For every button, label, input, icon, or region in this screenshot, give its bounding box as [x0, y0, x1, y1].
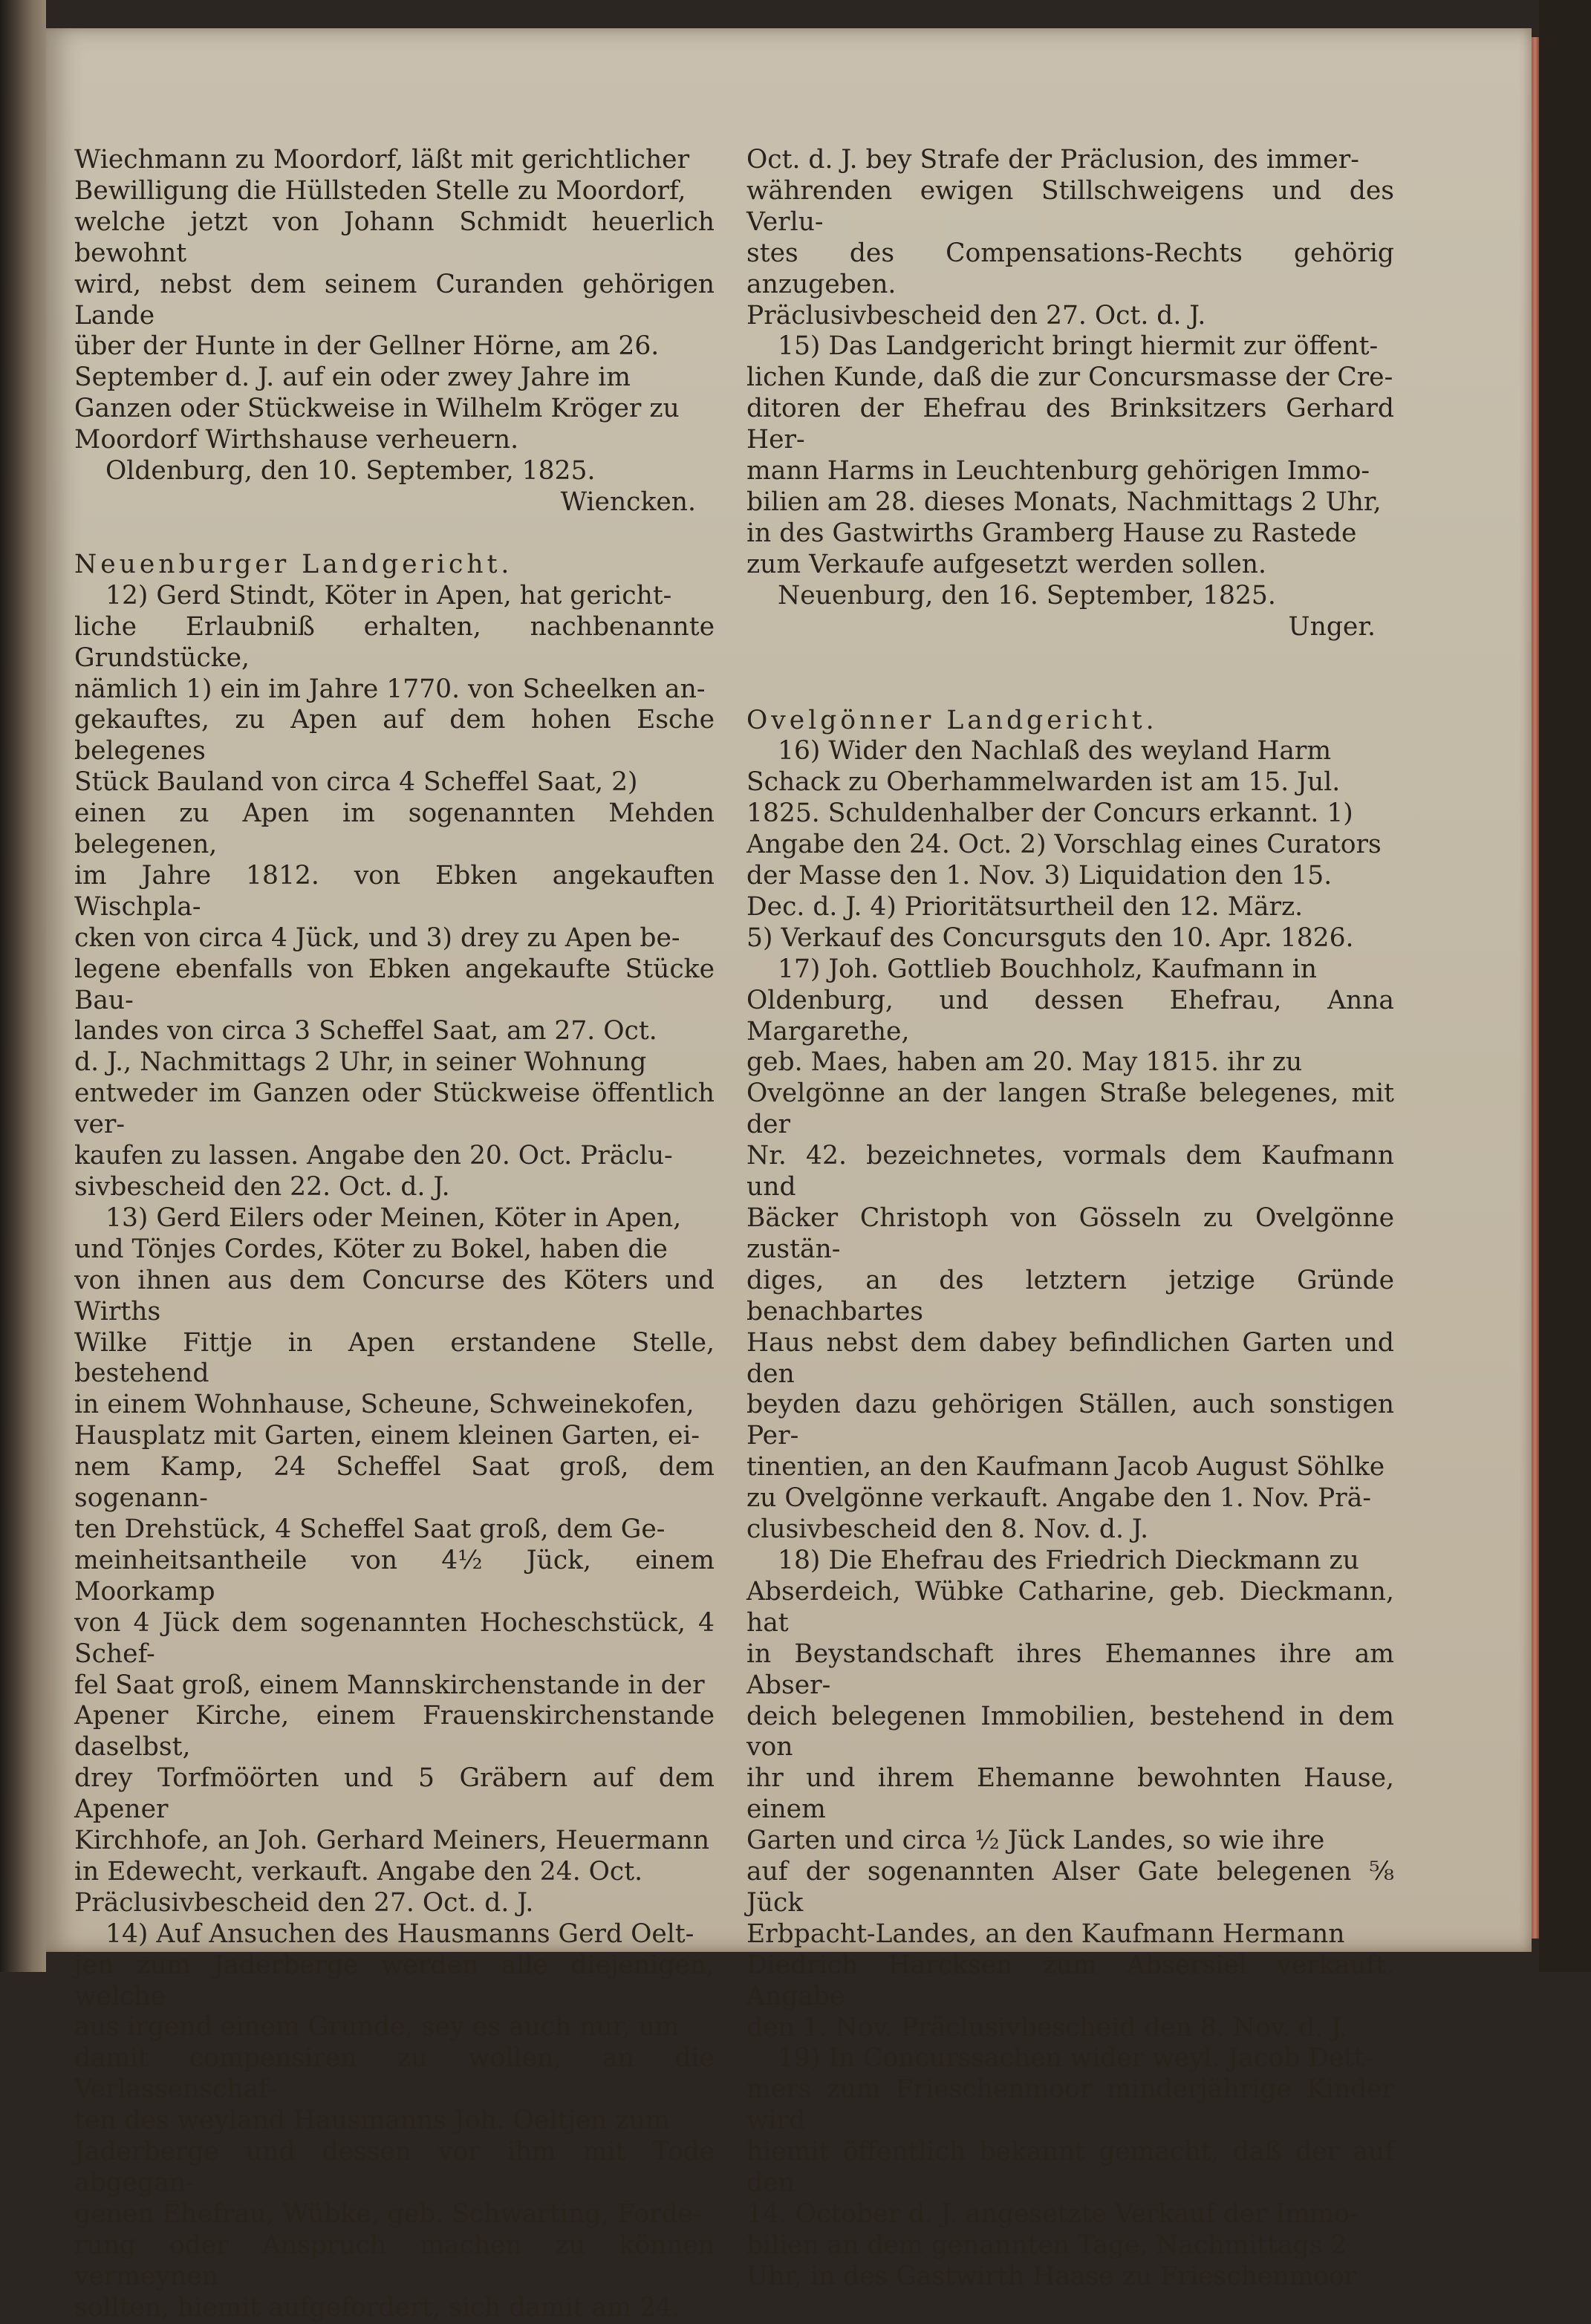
- text-line: legene ebenfalls von Ebken angekaufte Stücke Bau-: [74, 954, 715, 1015]
- text-line: Apener Kirche, einem Frauenskirchenstande daselbst,: [74, 1701, 715, 1762]
- left-text-column: [74, 145, 715, 2324]
- text-line: 16) Wider den Nachlaß des weyland Harm: [778, 736, 1332, 766]
- text-line: Wilke Fittje in Apen erstandene Stelle, bestehend: [74, 1327, 715, 1389]
- text-line: sollten, hiemit aufgefordert, sich damit am 24.: [74, 2292, 680, 2323]
- text-line: 1825. Schuldenhalber der Concurs erkannt. 1): [746, 798, 1353, 829]
- text-line: Oct. d. J. bey Strafe der Präclusion, des immer-: [746, 145, 1359, 175]
- text-line: von 4 Jück dem sogenannten Hocheschstück, 4 Schef-: [74, 1607, 715, 1669]
- text-line: Uhr, in des Gastwirth Haase zu Frieschenmoor: [746, 2261, 1357, 2291]
- text-line: ditoren der Ehefrau des Brinksitzers Gerhard Her-: [746, 394, 1394, 455]
- text-line: 14) Auf Ansuchen des Hausmanns Gerd Oelt-: [105, 1918, 694, 1949]
- text-line: deich belegenen Immobilien, bestehend in dem von: [746, 1701, 1394, 1762]
- text-line: kaufen zu lassen. Angabe den 20. Oct. Präclu-: [74, 1141, 673, 1171]
- text-line: ten Drehstück, 4 Scheffel Saat groß, dem Ge-: [74, 1514, 666, 1544]
- text-line: landes von circa 3 Scheffel Saat, am 27. Oct.: [74, 1016, 657, 1047]
- text-line: hiemit öffentlich bekannt gemacht, daß der auf den: [746, 2137, 1394, 2198]
- text-line: bilien an dem genannten Tage, Nachmittags 2: [746, 2230, 1347, 2260]
- text-line: beyden dazu gehörigen Ställen, auch sonstigen Per-: [746, 1390, 1394, 1451]
- text-line: währenden ewigen Stillschweigens und des Verlu-: [746, 175, 1394, 237]
- text-line: zum Verkaufe aufgesetzt werden sollen.: [746, 549, 1266, 579]
- text-line: in des Gastwirths Gramberg Hause zu Rastede: [746, 518, 1357, 548]
- text-line: einen zu Apen im sogenannten Mehden belegenen,: [74, 798, 715, 860]
- text-line: nem Kamp, 24 Scheffel Saat groß, dem sogenann-: [74, 1452, 715, 1514]
- text-line: Oldenburg, den 10. September, 1825.: [105, 456, 596, 486]
- text-line: Abserdeich, Wübke Catharine, geb. Dieckmann, hat: [746, 1576, 1394, 1638]
- text-line: liche Erlaubniß erhalten, nachbenannte Grundstücke,: [74, 611, 715, 673]
- text-line: Stück Bauland von circa 4 Scheffel Saat, 2): [74, 767, 638, 798]
- text-line: der Masse den 1. Nov. 3) Liquidation den 15.: [746, 861, 1333, 891]
- text-line: September d. J. auf ein oder zwey Jahre im: [74, 362, 631, 393]
- text-line: ten des weyland Hausmanns Joh. Oeltjen zum: [74, 2106, 670, 2136]
- text-line: cken von circa 4 Jück, und 3) drey zu Apen be-: [74, 922, 680, 953]
- text-line: bilien am 28. dieses Monats, Nachmittags 2 Uhr,: [746, 486, 1382, 517]
- text-line: Wiechmann zu Moordorf, läßt mit gerichtlicher: [74, 145, 690, 175]
- text-line: im Jahre 1812. von Ebken angekauften Wischpla-: [74, 860, 715, 922]
- text-line: Kirchhofe, an Joh. Gerhard Meiners, Heuermann: [74, 1826, 710, 1856]
- text-line: Haus nebst dem dabey befindlichen Garten und den: [746, 1327, 1394, 1389]
- text-line: Bewilligung die Hüllsteden Stelle zu Moordorf,: [74, 175, 686, 206]
- text-line: Präclusivbescheid den 27. Oct. d. J.: [74, 1887, 534, 1918]
- text-line: in Edewecht, verkauft. Angabe den 24. Oct.: [74, 1856, 643, 1887]
- text-line: auf der sogenannten Alser Gate belegenen ⅝ Jück: [746, 1857, 1394, 1918]
- page-edge: [1532, 37, 1539, 1939]
- text-line: Bäcker Christoph von Gösseln zu Ovelgönne zustän-: [746, 1203, 1394, 1264]
- text-line: clusivbescheid den 8. Nov. d. J.: [746, 1514, 1149, 1545]
- text-line: mann Harms in Leuchtenburg gehörigen Immo-: [746, 456, 1370, 486]
- text-line: welche jetzt von Johann Schmidt heuerlich bewohnt: [74, 206, 715, 268]
- text-line: geb. Maes, haben am 20. May 1815. ihr zu: [746, 1047, 1303, 1078]
- text-line: genen Ehefrau, Wübke, geb. Schwarting, Forde-: [74, 2198, 702, 2229]
- text-line: in Beystandschaft ihres Ehemannes ihre am Abser-: [746, 1638, 1394, 1700]
- text-line: 18) Die Ehefrau des Friedrich Dieckmann zu: [778, 1545, 1359, 1575]
- text-line: gekauftes, zu Apen auf dem hohen Esche belegenes: [74, 705, 715, 766]
- text-line: Nr. 42. bezeichnetes, vormals dem Kaufmann und: [746, 1141, 1394, 1202]
- text-line: lichen Kunde, daß die zur Concursmasse der Cre-: [746, 362, 1393, 393]
- text-line: nämlich 1) ein im Jahre 1770. von Scheelken an-: [74, 674, 706, 704]
- text-line: Jaderberge und dessen vor ihm mit Tode abgegan-: [74, 2137, 715, 2198]
- book-binding-shadow: [0, 0, 46, 1972]
- text-line: rung oder Anspruch machen zu können vermeynen: [74, 2230, 715, 2291]
- text-line: meinheitsantheile von 4½ Jück, einem Moorkamp: [74, 1545, 715, 1607]
- spacer: [74, 518, 715, 550]
- text-line: entweder im Ganzen oder Stückweise öffentlich ver-: [74, 1078, 715, 1140]
- text-line: stes des Compensations-Rechts gehörig anzugeben.: [746, 238, 1394, 299]
- text-line: Ovelgönne an der langen Straße belegenes, mit der: [746, 1078, 1394, 1140]
- text-line: Garten und circa ½ Jück Landes, so wie ihre: [746, 1826, 1325, 1856]
- text-line: Präclusivbescheid den 27. Oct. d. J.: [746, 300, 1206, 331]
- text-line: 15) Das Landgericht bringt hiermit zur öffent-: [778, 331, 1379, 362]
- text-line: Erbpacht-Landes, an den Kaufmann Hermann: [746, 1918, 1345, 1949]
- text-line: aus irgend einem Grunde, sey es auch nur, um: [74, 2012, 680, 2043]
- text-line: 19) In Concurssachen wider weyl. Jacob Dett-: [778, 2043, 1373, 2074]
- text-line: 12) Gerd Stindt, Köter in Apen, hat gericht-: [105, 580, 672, 611]
- text-line: tinentien, an den Kaufmann Jacob August Söhlke: [746, 1452, 1385, 1482]
- text-line: über der Hunte in der Gellner Hörne, am 26.: [74, 331, 660, 362]
- text-line: von ihnen aus dem Concurse des Köters und Wirths: [74, 1265, 715, 1327]
- text-line: d. J., Nachmittags 2 Uhr, in seiner Wohnung: [74, 1047, 647, 1078]
- spacer: [746, 643, 1394, 706]
- text-line: diges, an des letztern jetzige Gründe benachbartes: [746, 1265, 1394, 1327]
- text-line: den 1. Nov. Präclusivbescheid den 8. Nov. d. J.: [746, 2012, 1348, 2043]
- background-right: [1539, 0, 1591, 1972]
- right-text-column: [746, 145, 1394, 2293]
- text-line: Wiencken.: [560, 486, 696, 517]
- text-line: Neuenburger Landgericht.: [74, 549, 513, 579]
- text-line: 17) Joh. Gottlieb Bouchholz, Kaufmann in: [778, 954, 1317, 984]
- text-line: Unger.: [1288, 611, 1376, 642]
- text-line: Oldenburg, und dessen Ehefrau, Anna Margarethe,: [746, 985, 1394, 1047]
- text-line: 5) Verkauf des Concursguts den 10. Apr. 1826.: [746, 922, 1354, 953]
- text-line: sivbescheid den 22. Oct. d. J.: [74, 1172, 450, 1202]
- text-line: drey Torfmöörten und 5 Gräbern auf dem Apener: [74, 1763, 715, 1825]
- text-line: jen zum Jaderberge werden alle diejenigen, welche: [74, 1950, 715, 2011]
- text-line: fel Saat groß, einem Mannskirchenstande in der: [74, 1670, 705, 1700]
- text-line: Ganzen oder Stückweise in Wilhelm Kröger zu: [74, 394, 680, 424]
- text-line: Hausplatz mit Garten, einem kleinen Garten, ei-: [74, 1421, 700, 1451]
- text-line: Neuenburg, den 16. September, 1825.: [778, 580, 1276, 611]
- text-line: Diedrich Harcksen zum Absersiel verkauft. Angabe: [746, 1950, 1394, 2011]
- text-line: 14. October d. J. angesetzte Verkauf der Immo-: [746, 2199, 1359, 2229]
- text-line: Angabe den 24. Oct. 2) Vorschlag eines Curators: [746, 830, 1382, 860]
- text-line: ihr und ihrem Ehemanne bewohnten Hause, einem: [746, 1763, 1394, 1825]
- text-line: mers zum Frieschenmoor minderjährige Kinder wird: [746, 2074, 1394, 2136]
- text-line: wird, nebst dem seinem Curanden gehörigen Lande: [74, 269, 715, 331]
- text-line: 13) Gerd Eilers oder Meinen, Köter in Apen,: [105, 1202, 682, 1233]
- text-line: damit compensiren zu wollen, an die Verlassenschaf-: [74, 2043, 715, 2105]
- text-line: und Tönjes Cordes, Köter zu Bokel, haben die: [74, 1234, 668, 1264]
- text-line: Moordorf Wirthshause verheuern.: [74, 425, 519, 455]
- text-line: Schack zu Oberhammelwarden ist am 15. Jul.: [746, 767, 1341, 798]
- text-line: in einem Wohnhause, Scheune, Schweinekofen,: [74, 1390, 694, 1420]
- text-line: zu Ovelgönne verkauft. Angabe den 1. Nov. Prä-: [746, 1483, 1371, 1514]
- text-line: Dec. d. J. 4) Prioritätsurtheil den 12. März.: [746, 891, 1304, 922]
- text-line: Ovelgönner Landgericht.: [746, 705, 1158, 735]
